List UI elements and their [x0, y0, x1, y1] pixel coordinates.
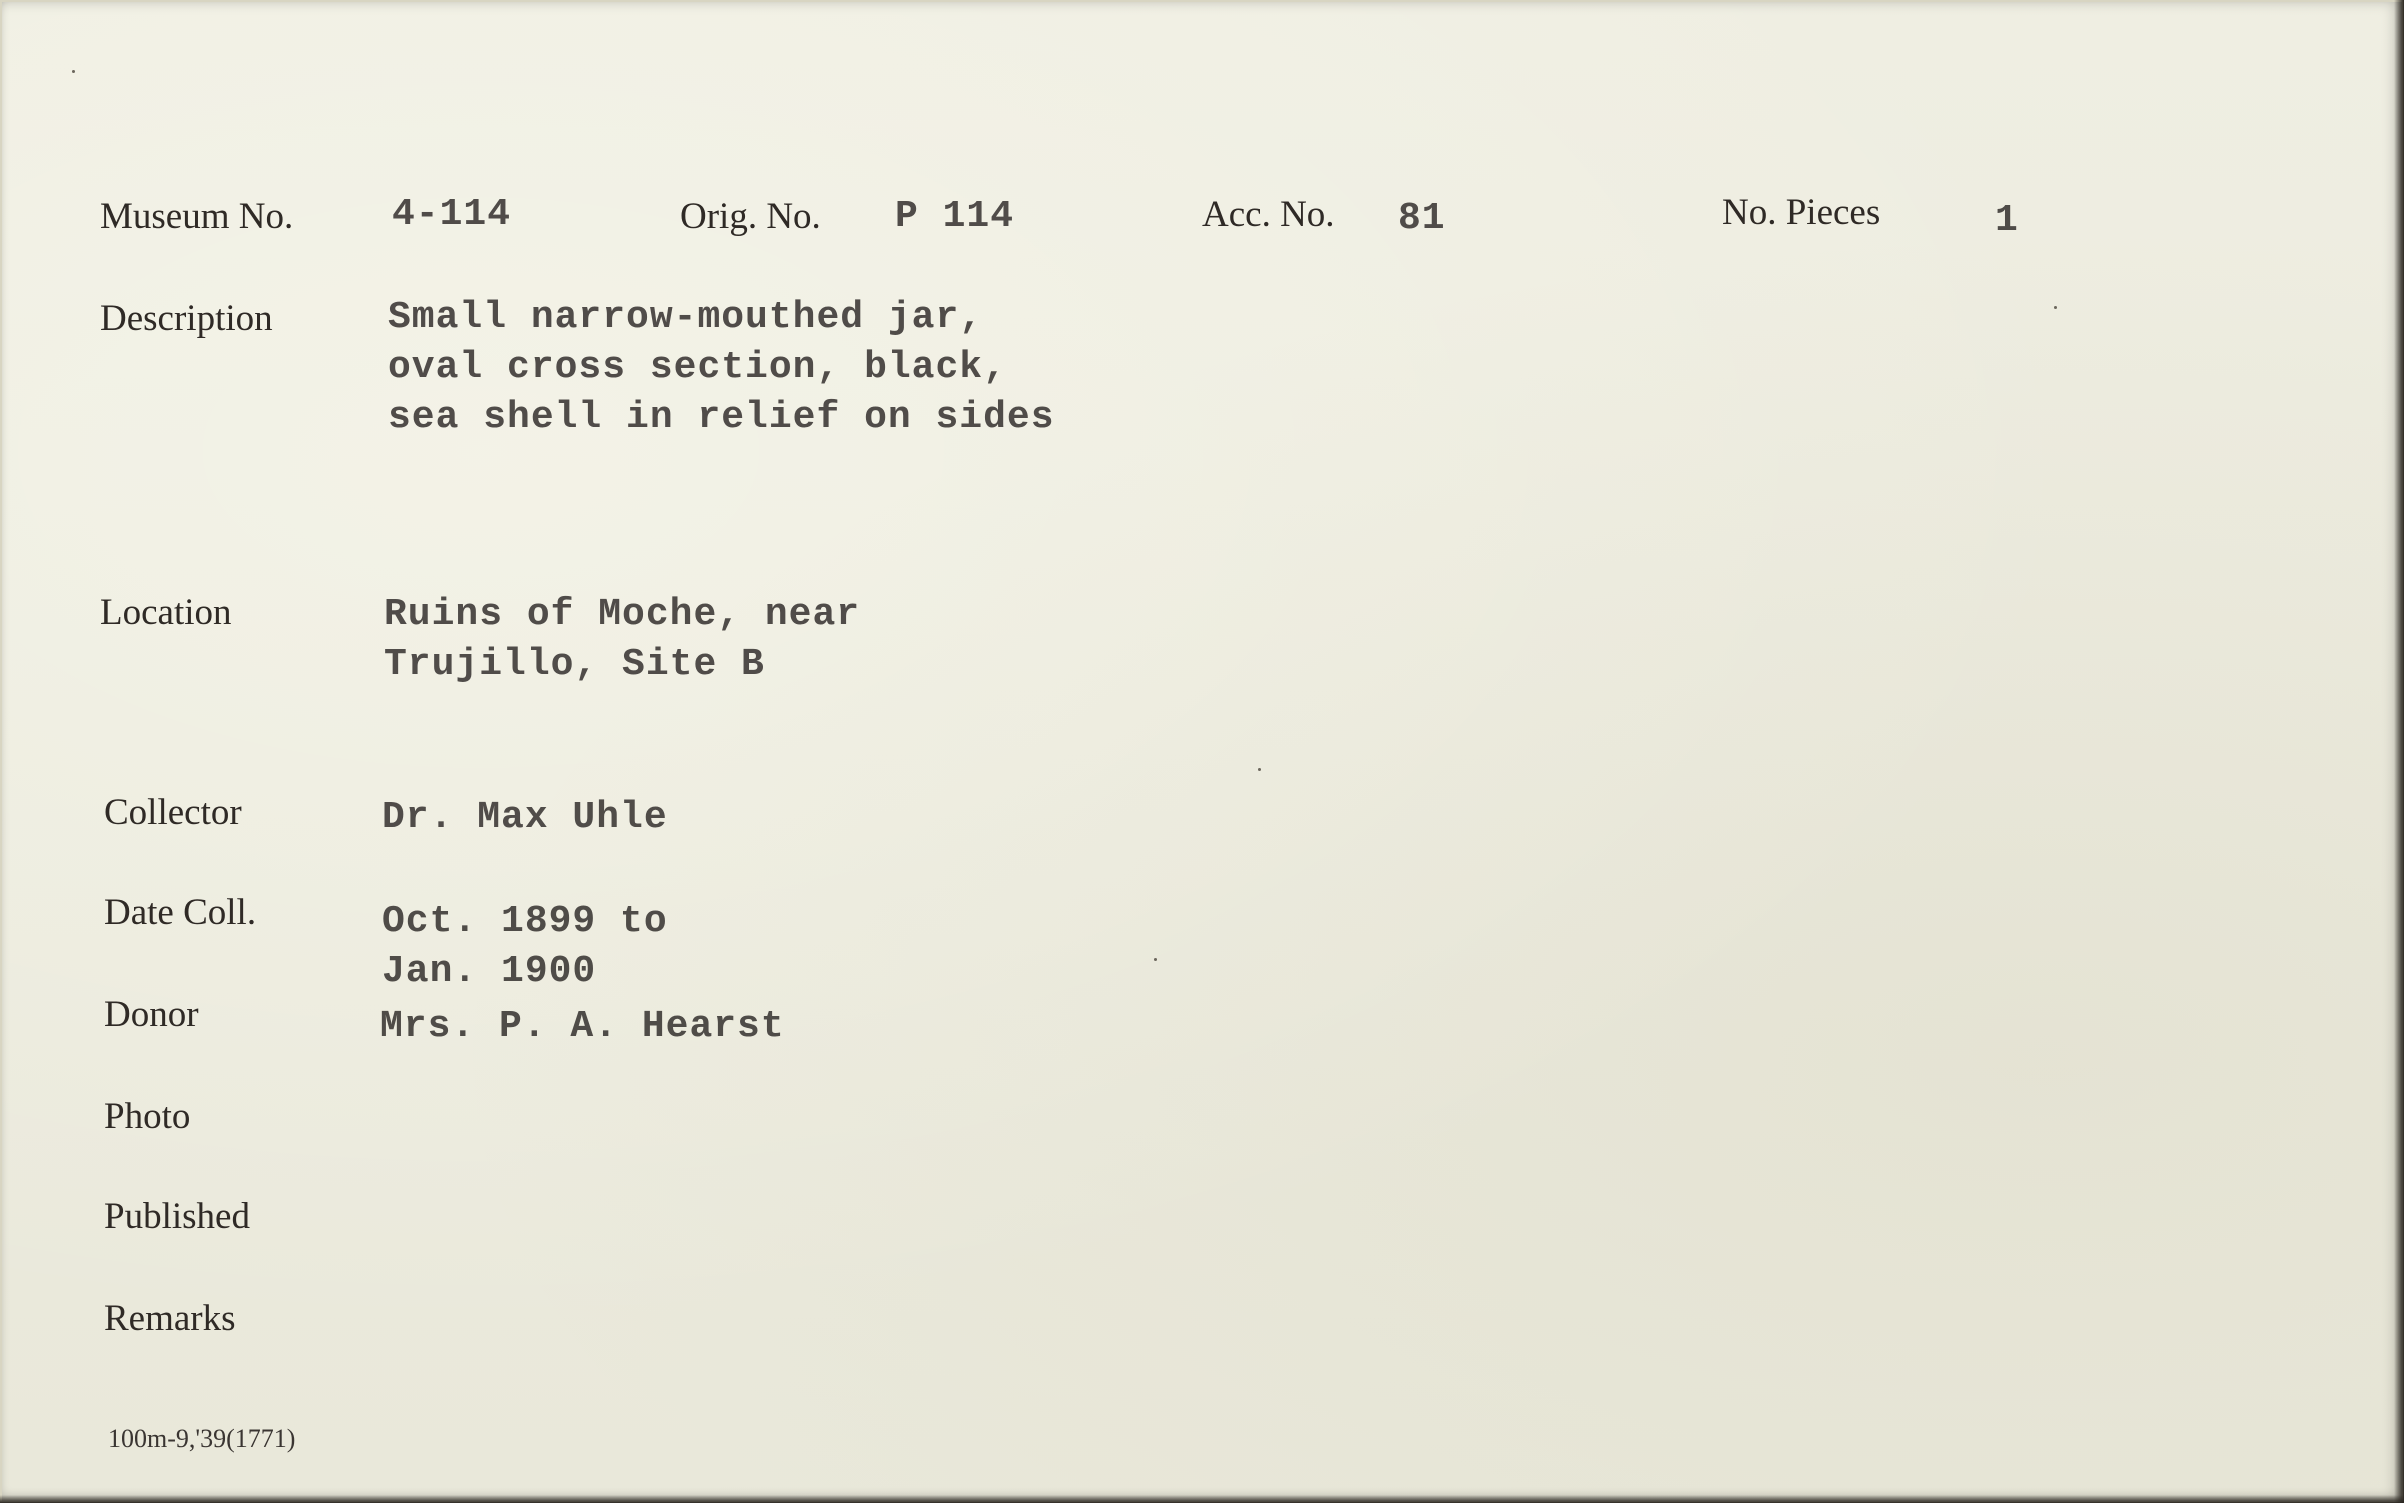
- orig-no-value: P 114: [895, 195, 1015, 238]
- orig-no-label: Orig. No.: [680, 196, 821, 237]
- no-pieces-label: No. Pieces: [1722, 192, 1881, 233]
- museum-no-value: 4-114: [392, 193, 512, 236]
- donor-label: Donor: [104, 994, 199, 1035]
- description-value: [388, 293, 1055, 443]
- paper-speck: [1154, 958, 1157, 961]
- paper-speck: [72, 70, 75, 73]
- print-code: 100m-9,'39(1771): [108, 1424, 296, 1453]
- collector-value: Dr. Max Uhle: [382, 796, 668, 839]
- museum-no-label: Museum No.: [100, 196, 294, 237]
- location-label: Location: [100, 592, 232, 633]
- date-coll-line: Jan. 1900: [382, 950, 597, 993]
- date-coll-line: Oct. 1899 to: [382, 900, 668, 943]
- published-label: Published: [104, 1196, 250, 1237]
- date-coll-label: Date Coll.: [104, 892, 257, 933]
- description-label: Description: [100, 298, 273, 339]
- description-line: oval cross section, black,: [388, 346, 1007, 389]
- location-line: Ruins of Moche, near: [384, 593, 861, 636]
- paper-speck: [1258, 768, 1261, 771]
- description-line: Small narrow-mouthed jar,: [388, 296, 984, 339]
- photo-label: Photo: [104, 1096, 191, 1137]
- date-coll-value: [382, 897, 668, 997]
- no-pieces-value: 1: [1995, 199, 2019, 242]
- acc-no-label: Acc. No.: [1202, 194, 1335, 235]
- location-line: Trujillo, Site B: [384, 643, 765, 686]
- location-value: [384, 590, 860, 690]
- collector-label: Collector: [104, 792, 242, 833]
- donor-value: Mrs. P. A. Hearst: [380, 1005, 785, 1048]
- acc-no-value: 81: [1398, 197, 1446, 240]
- card-edge-shadow: [2394, 0, 2404, 1503]
- description-line: sea shell in relief on sides: [388, 396, 1055, 439]
- remarks-label: Remarks: [104, 1298, 236, 1339]
- card-edge-shadow: [0, 1495, 2404, 1503]
- paper-speck: [2054, 306, 2057, 309]
